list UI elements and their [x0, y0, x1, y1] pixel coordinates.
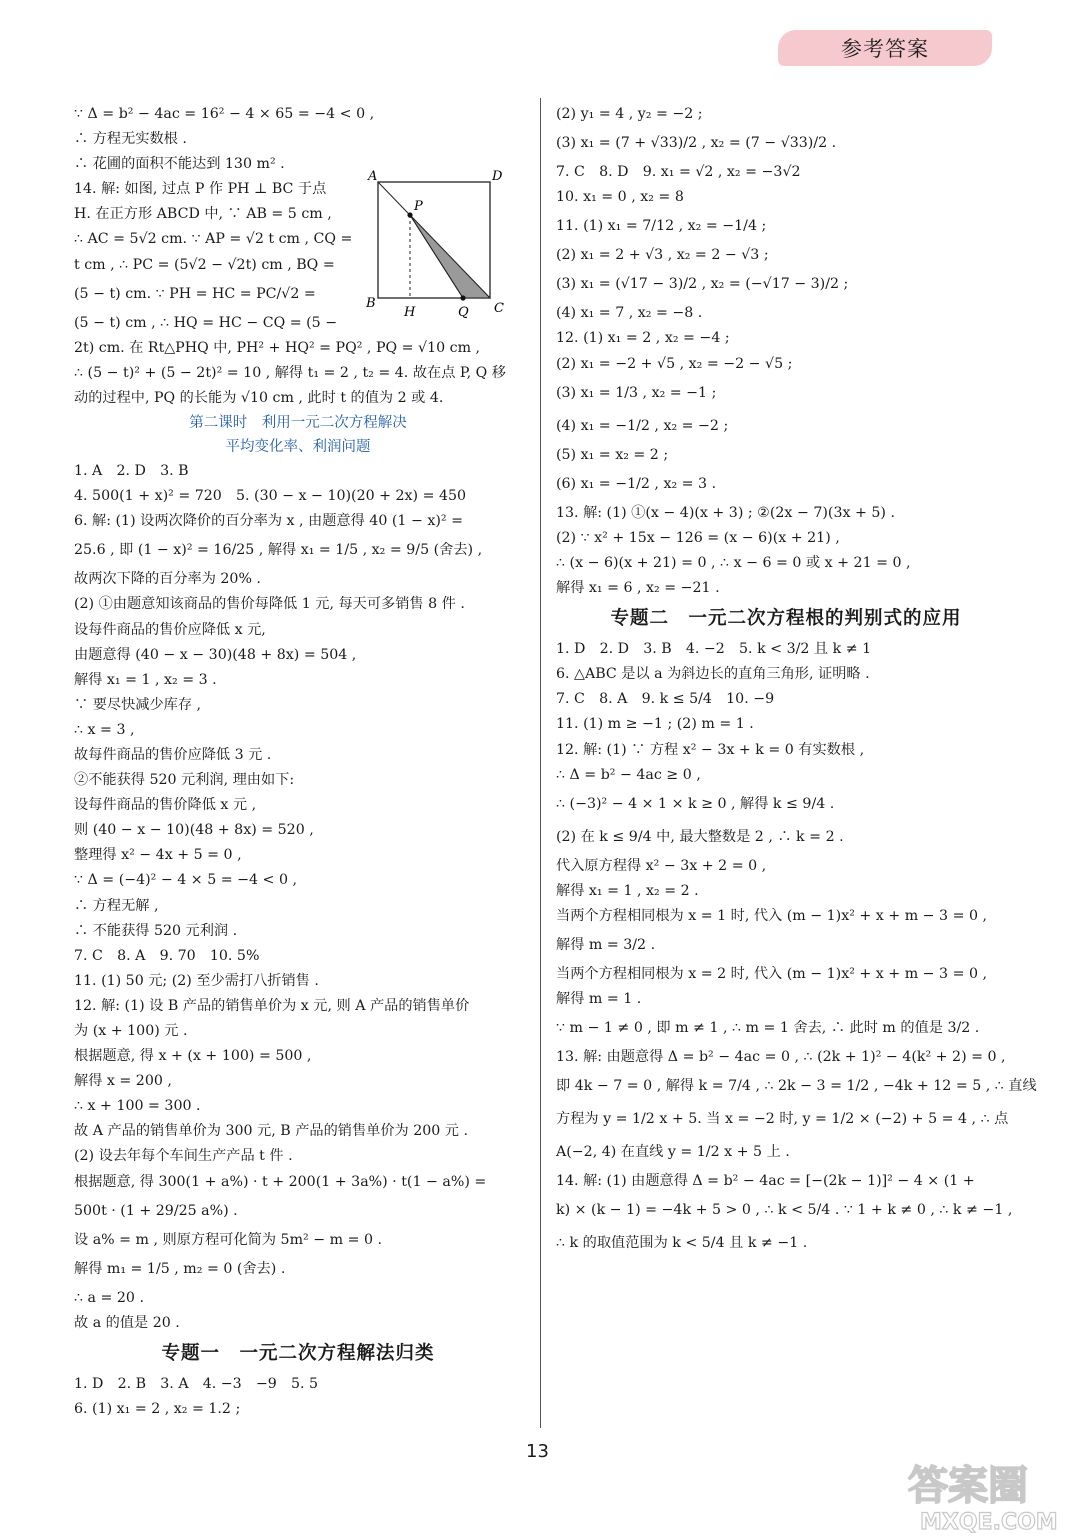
watermark-url-text: MXQE.COM — [920, 1510, 1058, 1535]
answer-line: 整理得 x² − 4x + 5 = 0 , — [74, 847, 242, 864]
answer-line: 11. (1) 50 元; (2) 至少需打八折销售 . — [74, 972, 319, 989]
answer-line: (3) x₁ = 1/3 , x₂ = −1 ; — [556, 384, 717, 401]
answer-line: 设每件商品的售价降低 x 元 , — [74, 797, 257, 814]
answer-line: (2) y₁ = 4 , y₂ = −2 ; — [556, 106, 703, 122]
label-h: H — [404, 305, 416, 320]
answer-line: 25.6 , 即 (1 − x)² = 16/25 , 解得 x₁ = 1/5 , x₂ = 9/5 (舍去) , — [74, 542, 483, 559]
answer-line: 设每件商品的售价应降低 x 元, — [74, 621, 266, 638]
segment-pq — [410, 215, 463, 298]
answer-line: (6) x₁ = −1/2 , x₂ = 3 . — [556, 475, 717, 492]
answer-line: 根据题意, 得 x + (x + 100) = 500 , — [74, 1048, 312, 1065]
answer-line: (3) x₁ = (7 + √33)/2 , x₂ = (7 − √33)/2 . — [556, 135, 837, 152]
answer-line: 12. 解: (1) ∵ 方程 x² − 3x + k = 0 有实数根 , — [556, 741, 865, 758]
section-heading: 专题二 一元二次方程根的判别式的应用 — [610, 608, 962, 630]
answer-line: (2) ①由题意知该商品的售价每降低 1 元, 每天可多销售 8 件 . — [74, 596, 465, 613]
answer-line: 7. C 8. D 9. x₁ = √2 , x₂ = −3√2 — [556, 164, 801, 181]
watermark-logo-text: 答案圈 — [908, 1463, 1028, 1509]
answer-line: 根据题意, 得 300(1 + a%) · t + 200(1 + 3a%) · t(1 − a%) = — [74, 1173, 487, 1190]
answer-line: (4) x₁ = −1/2 , x₂ = −2 ; — [556, 417, 729, 434]
answer-line: (2) 在 k ≤ 9/4 中, 最大整数是 2 , ∴ k = 2 . — [556, 828, 844, 845]
answer-line: 为 (x + 100) 元 . — [74, 1023, 188, 1039]
answer-line: (5) x₁ = x₂ = 2 ; — [556, 446, 669, 463]
answer-line: t cm , ∴ PC = (5√2 − √2t) cm , BQ = — [74, 256, 335, 273]
point-p — [407, 212, 412, 217]
answer-line: ∵ 要尽快减少库存 , — [74, 696, 202, 713]
answer-line: 解得 x = 200 , — [74, 1073, 172, 1090]
answer-line: 6. 解: (1) 设两次降价的百分率为 x , 由题意得 40 (1 − x)² = — [74, 513, 463, 530]
answer-line: ∴ 不能获得 520 元利润 . — [74, 922, 238, 939]
answer-line: 代入原方程得 x² − 3x + 2 = 0 , — [556, 857, 767, 874]
label-a: A — [368, 170, 378, 184]
answer-line: 12. 解: (1) 设 B 产品的销售单价为 x 元, 则 A 产品的销售单价 — [74, 997, 470, 1014]
answer-line: ∴ k 的取值范围为 k < 5/4 且 k ≠ −1 . — [556, 1235, 808, 1252]
section-header-label: 参考答案 — [841, 37, 929, 61]
shaded-triangle-pqc — [410, 215, 490, 298]
answer-line: (2) 设去年每个车间生产产品 t 件 . — [74, 1148, 293, 1165]
answer-line: 12. (1) x₁ = 2 , x₂ = −4 ; — [556, 330, 730, 347]
point-q — [460, 295, 465, 300]
answer-line: 故两次下降的百分率为 20% . — [74, 571, 261, 588]
label-b: B — [366, 296, 376, 311]
section-subheading: 第二课时 利用一元二次方程解决 — [189, 415, 407, 432]
answer-line: ∴ a = 20 . — [74, 1289, 144, 1306]
answer-line: (2) x₁ = −2 + √5 , x₂ = −2 − √5 ; — [556, 355, 793, 372]
answer-line: ∴ Δ = b² − 4ac ≥ 0 , — [556, 766, 701, 783]
answer-line: 当两个方程相同根为 x = 1 时, 代入 (m − 1)x² + x + m − 3 = 0 , — [556, 907, 988, 924]
answer-line: 1. D 2. D 3. B 4. −2 5. k < 3/2 且 k ≠ 1 — [556, 641, 872, 658]
site-watermark — [900, 1455, 1080, 1535]
answer-line: 10. x₁ = 0 , x₂ = 8 — [556, 189, 684, 206]
answer-line: 7. C 8. A 9. 70 10. 5% — [74, 947, 260, 964]
answer-line: 2t) cm. 在 Rt△PHQ 中, PH² + HQ² = PQ² , PQ = √10 cm , — [74, 339, 481, 356]
label-q: Q — [458, 305, 469, 320]
answer-line: ∵ m − 1 ≠ 0 , 即 m ≠ 1 , ∴ m = 1 舍去, ∴ 此时 m 的值是 3/2 . — [556, 1020, 980, 1037]
answer-line: ∴ AC = 5√2 cm. ∵ AP = √2 t cm , CQ = — [74, 231, 353, 248]
answer-line: (5 − t) cm. ∵ PH = HC = PC/√2 = — [74, 285, 316, 302]
answer-line: 故 a 的值是 20 . — [74, 1314, 180, 1331]
answer-line: 1. D 2. B 3. A 4. −3 −9 5. 5 — [74, 1375, 319, 1392]
section-heading: 专题一 一元二次方程解法归类 — [161, 1342, 435, 1364]
answer-line: 11. (1) x₁ = 7/12 , x₂ = −1/4 ; — [556, 218, 767, 235]
answer-line: (3) x₁ = (√17 − 3)/2 , x₂ = (−√17 − 3)/2 ; — [556, 276, 849, 293]
column-divider — [540, 98, 541, 1428]
answer-line: 解得 x₁ = 1 , x₂ = 3 . — [74, 671, 217, 688]
answer-line: ②不能获得 520 元利润, 理由如下: — [74, 772, 295, 789]
label-d: D — [492, 170, 503, 184]
answer-line: ∴ (x − 6)(x + 21) = 0 , ∴ x − 6 = 0 或 x + 21 = 0 , — [556, 554, 911, 571]
answer-line: ∴ x = 3 , — [74, 721, 135, 738]
answer-line: ∵ Δ = b² − 4ac = 16² − 4 × 65 = −4 < 0 , — [74, 106, 375, 122]
answer-line: ∴ (−3)² − 4 × 1 × k ≥ 0 , 解得 k ≤ 9/4 . — [556, 795, 835, 812]
answer-line: 由题意得 (40 − x − 30)(48 + 8x) = 504 , — [74, 646, 357, 663]
answer-line: ∴ x + 100 = 300 . — [74, 1098, 201, 1115]
answer-line: ∴ (5 − t)² + (5 − 2t)² = 10 , 解得 t₁ = 2 , t₂ = 4. 故在点 P, Q 移 — [74, 364, 506, 381]
answer-line: ∵ Δ = (−4)² − 4 × 5 = −4 < 0 , — [74, 872, 298, 889]
answer-line: 6. △ABC 是以 a 为斜边长的直角三角形, 证明略 . — [556, 666, 870, 683]
answer-line: H. 在正方形 ABCD 中, ∵ AB = 5 cm , — [74, 206, 332, 223]
answer-line: (2) ∵ x² + 15x − 126 = (x − 6)(x + 21) , — [556, 529, 840, 546]
answer-line: 即 4k − 7 = 0 , 解得 k = 7/4 , ∴ 2k − 3 = 1/2 , −4k + 12 = 5 , ∴ 直线 — [556, 1078, 1037, 1095]
answer-line: 方程为 y = 1/2 x + 5. 当 x = −2 时, y = 1/2 × (−2) + 5 = 4 , ∴ 点 — [556, 1111, 1009, 1128]
answer-line: 13. 解: 由题意得 Δ = b² − 4ac = 0 , ∴ (2k + 1)² − 4(k² + 2) = 0 , — [556, 1049, 1006, 1066]
answer-line: 14. 解: (1) 由题意得 Δ = b² − 4ac = [−(2k − 1)]² − 4 × (1 + — [556, 1173, 975, 1190]
answer-line: ∴ 方程无解 , — [74, 897, 159, 914]
answer-line: A(−2, 4) 在直线 y = 1/2 x + 5 上 . — [556, 1144, 790, 1161]
answer-line: 500t · (1 + 29/25 a%) . — [74, 1202, 238, 1219]
answer-line: k) × (k − 1) = −4k + 5 > 0 , ∴ k < 5/4 . ∵ 1 + k ≠ 0 , ∴ k ≠ −1 , — [556, 1202, 1013, 1219]
answer-line: (4) x₁ = 7 , x₂ = −8 . — [556, 305, 703, 322]
answer-line: 当两个方程相同根为 x = 2 时, 代入 (m − 1)x² + x + m − 3 = 0 , — [556, 965, 988, 982]
answer-line: ∴ 花圃的面积不能达到 130 m² . — [74, 156, 285, 173]
right-answer-column — [556, 102, 1037, 1260]
answer-line: 设 a% = m , 则原方程可化简为 5m² − m = 0 . — [74, 1231, 383, 1248]
answer-line: (2) x₁ = 2 + √3 , x₂ = 2 − √3 ; — [556, 247, 769, 264]
section-header-tab — [778, 30, 992, 66]
answer-line: 14. 解: 如图, 过点 P 作 PH ⊥ BC 于点 — [74, 181, 327, 198]
answer-line: 解得 m₁ = 1/5 , m₂ = 0 (舍去) . — [74, 1260, 286, 1277]
answer-line: 解得 x₁ = 6 , x₂ = −21 . — [556, 580, 720, 597]
page-number: 13 — [526, 1441, 549, 1462]
answer-line: 7. C 8. A 9. k ≤ 5/4 10. −9 — [556, 691, 775, 708]
answer-line: ∴ 方程无实数根 . — [74, 131, 187, 148]
label-p: P — [414, 199, 423, 214]
answer-line: 解得 m = 3/2 . — [556, 936, 656, 953]
answer-line: 11. (1) m ≥ −1 ; (2) m = 1 . — [556, 716, 754, 733]
answer-line: 故 A 产品的销售单价为 300 元, B 产品的销售单价为 200 元 . — [74, 1123, 469, 1140]
answer-line: 则 (40 − x − 10)(48 + 8x) = 520 , — [74, 822, 314, 839]
answer-line: 解得 x₁ = 1 , x₂ = 2 . — [556, 882, 699, 899]
answer-line: 解得 m = 1 . — [556, 991, 642, 1008]
label-c: C — [494, 301, 504, 316]
section-subheading: 平均变化率、利润问题 — [225, 439, 371, 456]
answer-line: 1. A 2. D 3. B — [74, 463, 189, 480]
answer-line: (5 − t) cm , ∴ HQ = HC − CQ = (5 − — [74, 314, 338, 331]
answer-line: 故每件商品的售价应降低 3 元 . — [74, 746, 272, 763]
answer-line: 6. (1) x₁ = 2 , x₂ = 1.2 ; — [74, 1401, 241, 1418]
answer-line: 13. 解: (1) ①(x − 4)(x + 3) ; ②(2x − 7)(3x + 5) . — [556, 504, 895, 521]
square-geometry-figure — [366, 170, 506, 320]
answer-line: 动的过程中, PQ 的长能为 √10 cm , 此时 t 的值为 2 或 4. — [74, 389, 444, 406]
answer-line: 4. 500(1 + x)² = 720 5. (30 − x − 10)(20 + 2x) = 450 — [74, 488, 467, 505]
